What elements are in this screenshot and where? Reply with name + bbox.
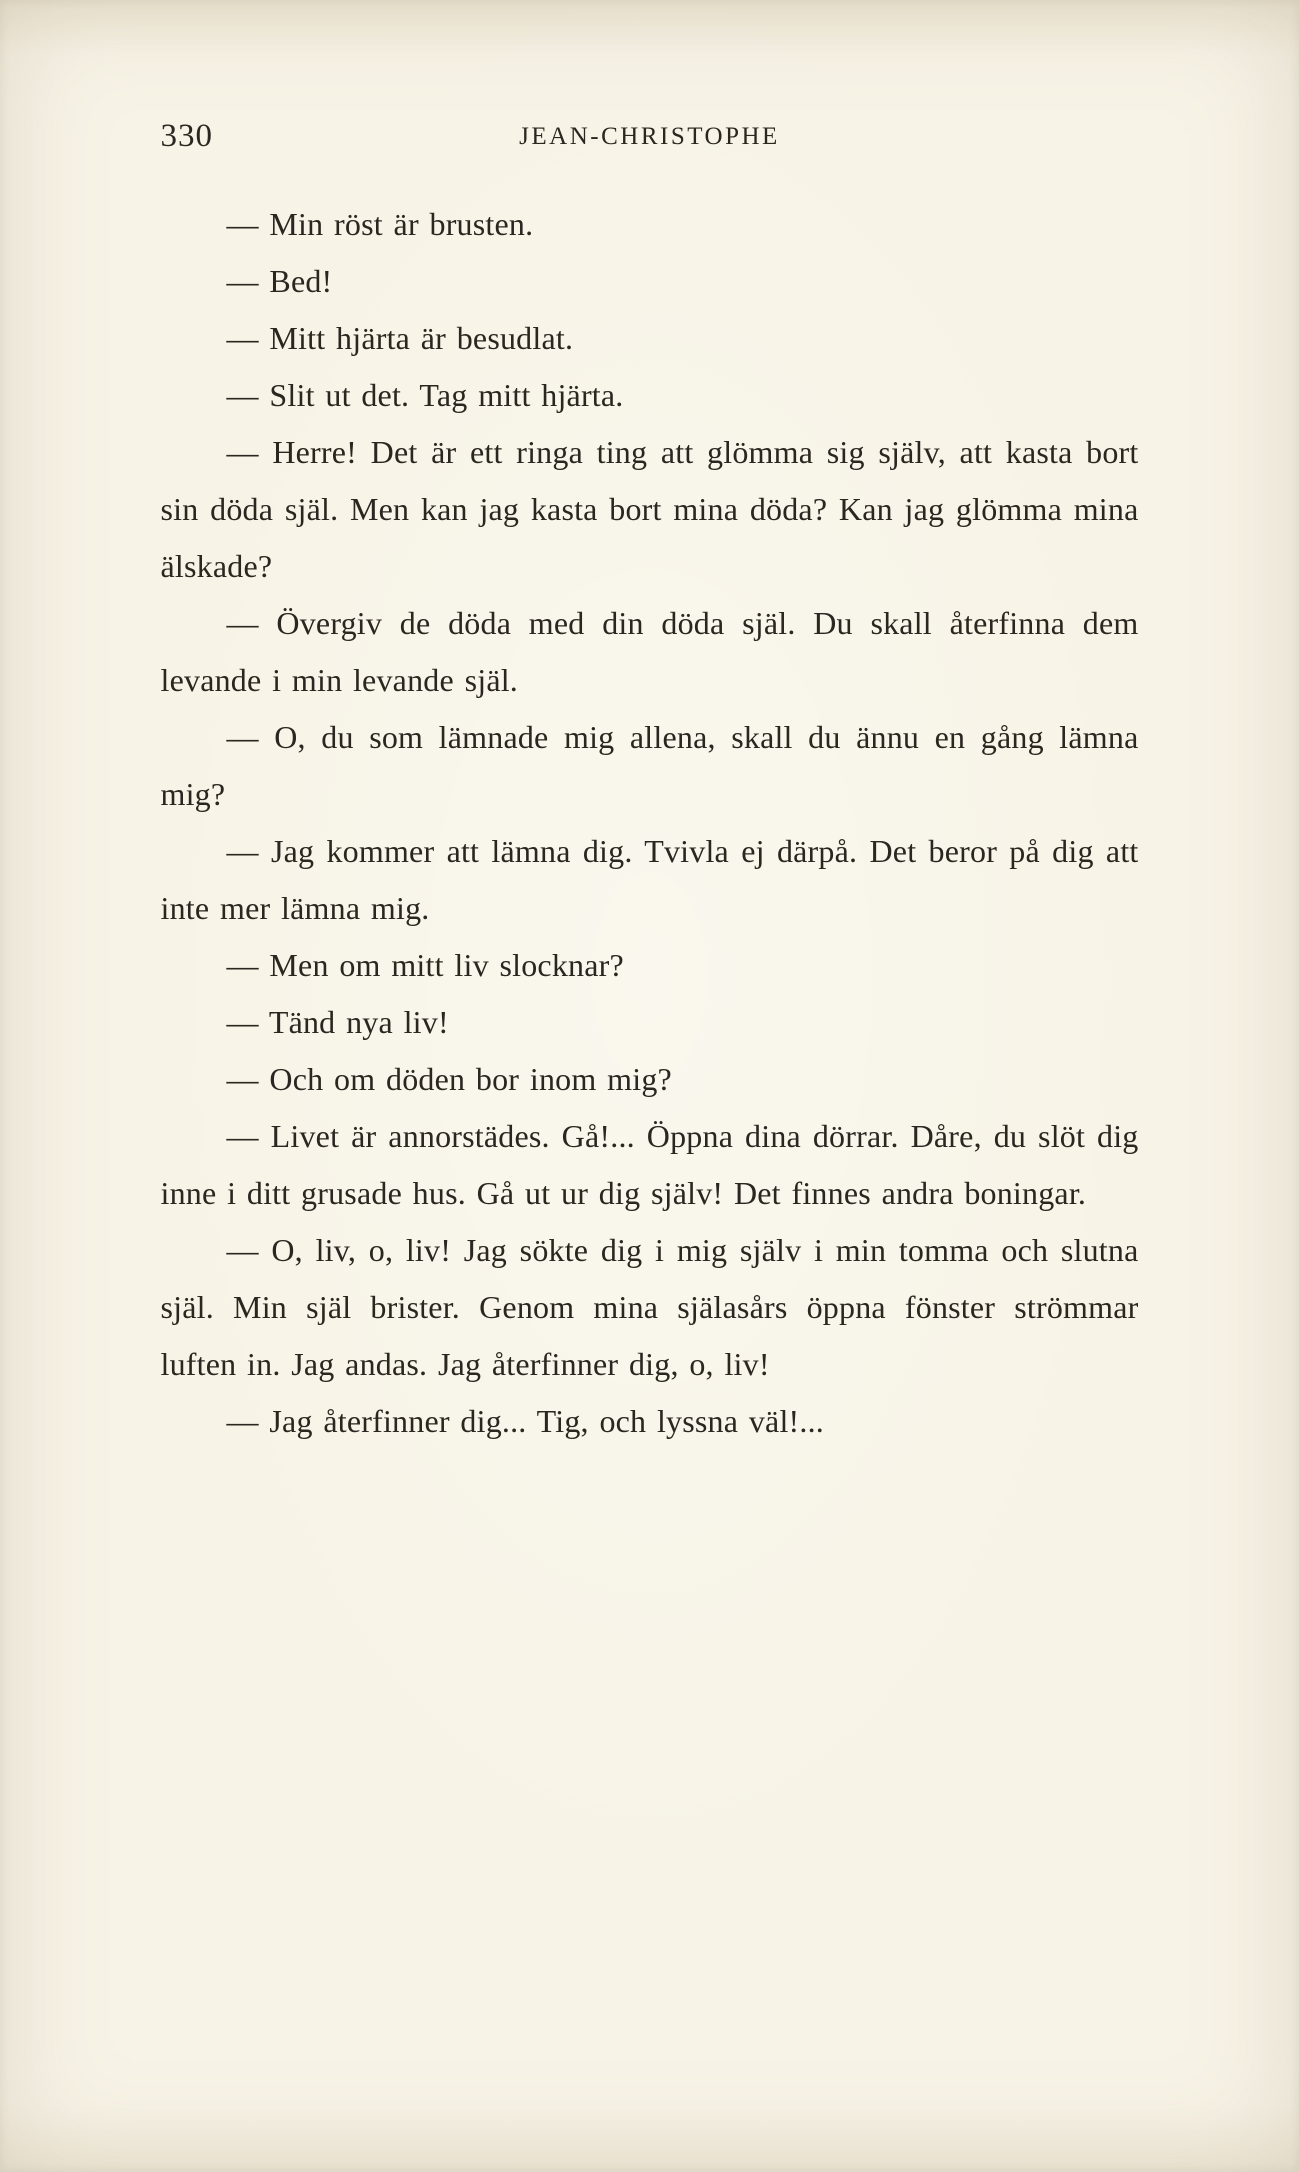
- dialogue-text: [161, 196, 1139, 1450]
- running-header-title: JEAN-CHRISTOPHE: [519, 123, 780, 150]
- paragraph: — Jag återfinner dig... Tig, och lyssna väl!...: [226, 1403, 824, 1439]
- paragraph: — Tänd nya liv!: [226, 1004, 449, 1040]
- paragraph: — Mitt hjärta är besudlat.: [226, 320, 574, 356]
- paragraph: — Jag kommer att lämna dig. Tvivla ej därpå. Det beror på dig att inte mer lämna mig.: [160, 833, 1139, 926]
- page-header: [161, 118, 1139, 162]
- paragraph: — Livet är annorstädes. Gå!... Öppna dina dörrar. Dåre, du slöt dig inne i ditt grusade hus. Gå ut ur dig själv! Det finnes andra boningar.: [160, 1118, 1139, 1211]
- text-block: [161, 118, 1139, 1450]
- paragraph: — O, liv, o, liv! Jag sökte dig i mig själv i min tomma och slutna själ. Min själ brister. Genom mina själasårs öppna fönster strömmar luften in. Jag andas. Jag återfinner dig, o, liv!: [160, 1232, 1139, 1382]
- page-number: 330: [160, 118, 213, 154]
- paragraph: — Bed!: [226, 263, 333, 299]
- paragraph: — Min röst är brusten.: [226, 206, 534, 242]
- paragraph: — Herre! Det är ett ringa ting att glömma sig själv, att kasta bort sin döda själ. Men kan jag kasta bort mina döda? Kan jag glömma mina älskade?: [160, 434, 1139, 584]
- paragraph: — Och om döden bor inom mig?: [226, 1061, 672, 1097]
- paragraph: — Övergiv de döda med din döda själ. Du skall återfinna dem levande i min levande själ.: [160, 605, 1139, 698]
- paragraph: — O, du som lämnade mig allena, skall du ännu en gång lämna mig?: [160, 719, 1139, 812]
- paragraph: — Slit ut det. Tag mitt hjärta.: [226, 377, 624, 413]
- paragraph: — Men om mitt liv slocknar?: [226, 947, 624, 983]
